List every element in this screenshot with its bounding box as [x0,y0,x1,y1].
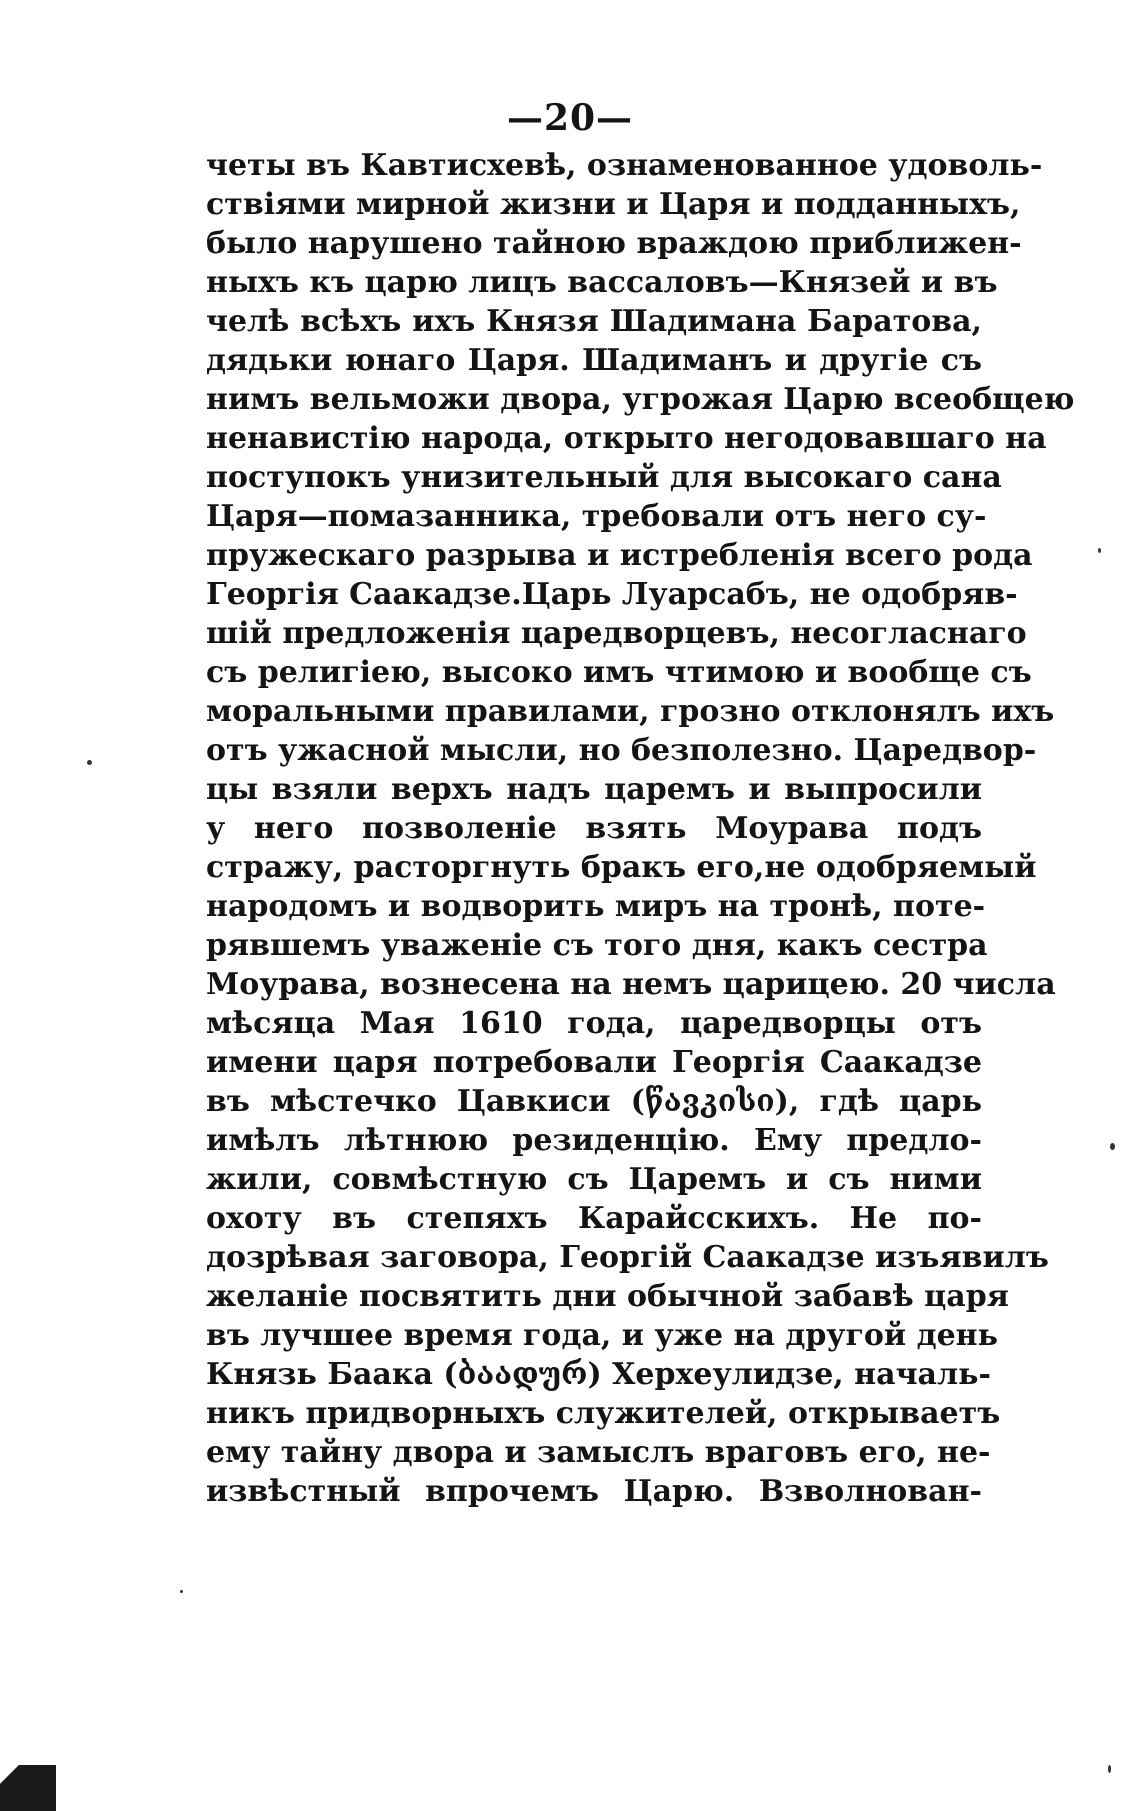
scan-speck [87,760,92,765]
text-line: пружескаго разрыва и истребленія всего рода [206,538,1033,573]
page-number: —20— [506,97,634,139]
text-line: Георгія Саакадзе.Царь Луарсабъ, не одобряв- [206,577,1018,612]
text-line: шій предложенія царедворцевъ, несогласнаго [206,616,1027,651]
text-line: нимъ вельможи двора, угрожая Царю всеобщею [206,382,1075,417]
text-line: съ религіею, высоко имъ чтимою и вообще съ [206,655,1032,690]
scan-speck [1110,1143,1115,1150]
text-line: желаніе посвятить дни обычной забавѣ царя [206,1279,1009,1314]
text-line: Царя—помазанника, требовали отъ него су- [206,499,987,534]
text-line: жили, совмѣстную съ Царемъ и съ ними [206,1162,982,1197]
text-line: моральными правилами, грозно отклонялъ ихъ [206,694,1055,729]
text-line: охоту въ степяхъ Карайсскихъ. Не по- [206,1201,982,1236]
scan-speck [1108,1765,1111,1773]
text-line: у него позволеніе взять Моурава подъ [206,811,982,846]
scan-corner-mark [0,1765,56,1811]
text-line: было нарушено тайною враждою приближен- [206,226,1022,261]
text-line: рявшемъ уваженіе съ того дня, какъ сестра [206,928,988,963]
body-text [206,146,1075,1511]
text-line: мѣсяца Мая 1610 года, царедворцы отъ [206,1006,982,1041]
text-line: отъ ужасной мысли, но безполезно. Царедвор- [206,733,1037,768]
text-line: Князь Баака (ბაადურ) Херхеулидзе, началь- [206,1357,991,1392]
text-line: никъ придворныхъ служителей, открываетъ [206,1396,1001,1431]
text-line: народомъ и водворить миръ на тронѣ, поте- [206,889,986,924]
text-line: ему тайну двора и замыслъ враговъ его, не- [206,1435,991,1470]
text-line: ныхъ къ царю лицъ вассаловъ—Князей и въ [206,265,998,300]
text-line: имени царя потребовали Георгія Саакадзе [206,1045,982,1080]
text-line: дядьки юнаго Царя. Шадиманъ и другіе съ [206,343,982,378]
text-line: цы взяли верхъ надъ царемъ и выпросили [206,772,982,807]
text-line: Моурава, вознесена на немъ царицею. 20 числа [206,967,1056,1002]
text-line: въ лучшее время года, и уже на другой день [206,1318,998,1353]
text-line: дозрѣвая заговора, Георгій Саакадзе изъявилъ [206,1240,1049,1275]
text-line: въ мѣстечко Цавкиси (წავკისი), гдѣ царь [206,1084,982,1119]
text-line: стражу, расторгнуть бракъ его,не одобряемый [206,850,1037,885]
text-line: ненавистію народа, открыто негодовавшаго на [206,421,1047,456]
scan-speck [1098,548,1101,553]
text-line: поступокъ унизительный для высокаго сана [206,460,1002,495]
text-line: ствіями мирной жизни и Царя и подданныхъ, [206,187,1021,222]
text-line: извѣстный впрочемъ Царю. Взволнован- [206,1474,982,1509]
text-line: имѣлъ лѣтнюю резиденцію. Ему предло- [206,1123,982,1158]
scan-speck [180,1590,183,1593]
text-line: четы въ Кавтисхевѣ, ознаменованное удоволь- [206,148,1043,183]
text-line: челѣ всѣхъ ихъ Князя Шадимана Баратова, [206,304,982,339]
